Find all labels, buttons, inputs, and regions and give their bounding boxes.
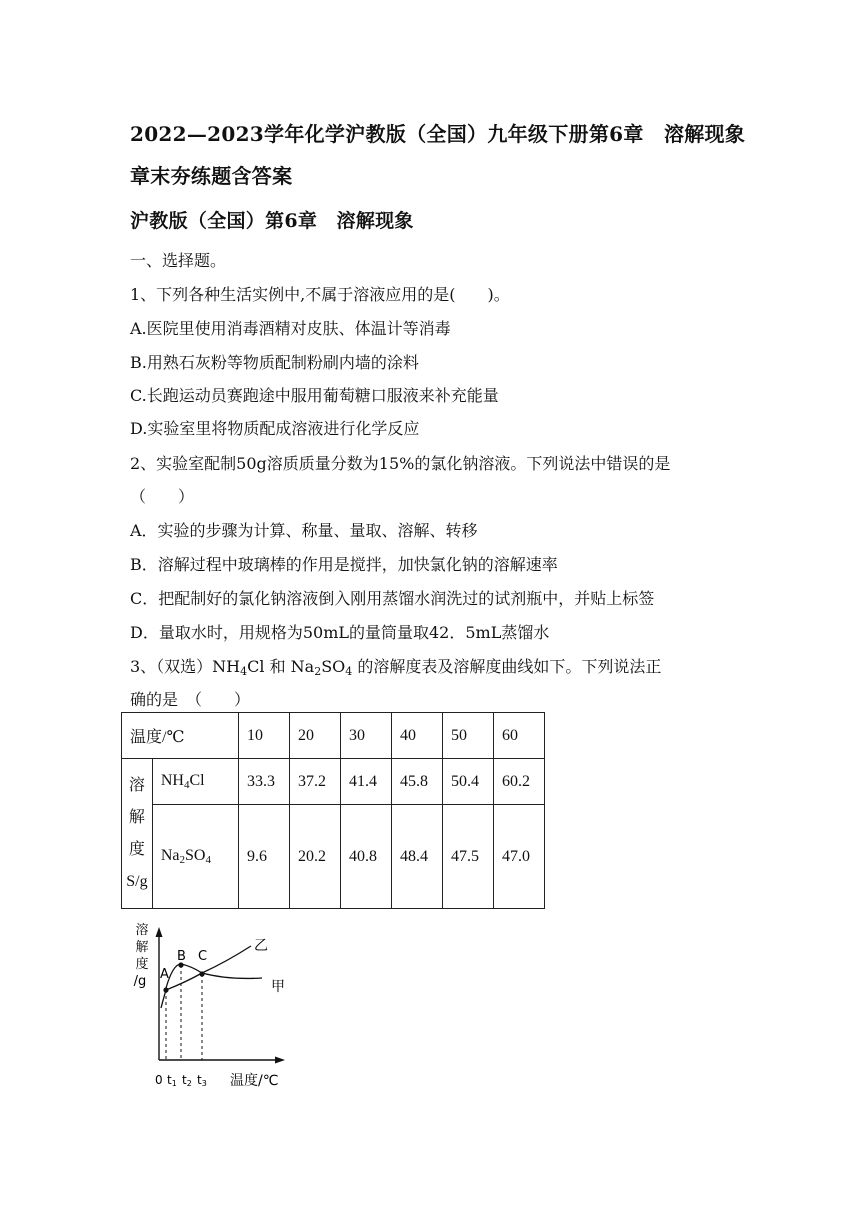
- q1-option-c: C.长跑运动员赛跑途中服用葡萄糖口服液来补充能量: [130, 386, 499, 405]
- part-heading: 一、选择题。: [130, 251, 227, 270]
- curve-jia-label: 甲: [271, 979, 285, 995]
- q2-stem: 2、实验室配制50g溶质质量分数为15%的氯化钠溶液。下列说法中错误的是: [130, 454, 671, 473]
- q1-option-b: B.用熟石灰粉等物质配制粉刷内墙的涂料: [130, 353, 419, 372]
- q1-stem: 1、下列各种生活实例中,不属于溶液应用的是( )。: [130, 285, 510, 304]
- nh4cl-value: 50.4: [443, 759, 494, 805]
- q2-option-a: A．实验的步骤为计算、称量、量取、溶解、转移: [130, 521, 478, 540]
- temp-cell: 60: [494, 713, 545, 759]
- temp-cell: 20: [290, 713, 341, 759]
- na2so4-value: 20.2: [290, 805, 341, 909]
- na2so4-value: 48.4: [392, 805, 443, 909]
- temp-cell: 50: [443, 713, 494, 759]
- point-a-label: A: [160, 967, 169, 982]
- na2so4-value: 47.0: [494, 805, 545, 909]
- q2-stem-continued: （ ）: [130, 487, 195, 506]
- nh4cl-value: 45.8: [392, 759, 443, 805]
- y-axis-label-char: 度: [135, 957, 149, 972]
- nh4cl-value: 60.2: [494, 759, 545, 805]
- temp-cell: 30: [341, 713, 392, 759]
- y-axis-label-char: /g: [133, 974, 147, 989]
- q1-option-a: A.医院里使用消毒酒精对皮肤、体温计等消毒: [130, 319, 451, 338]
- document-title-line1: 2022—2023学年化学沪教版（全国）九年级下册第6章 溶解现象: [130, 122, 746, 146]
- nh4cl-value: 37.2: [290, 759, 341, 805]
- table-header-row: [122, 713, 545, 759]
- point-c-marker: [199, 971, 204, 976]
- na2so4-value: 47.5: [443, 805, 494, 909]
- tick-t1: t1: [167, 1073, 177, 1088]
- y-axis-label-char: 解: [135, 940, 149, 955]
- q1-option-d: D.实验室里将物质配成溶液进行化学反应: [130, 419, 420, 438]
- na2so4-label: $Na_2SO_4$: [152, 805, 238, 909]
- na2so4-value: 40.8: [341, 805, 392, 909]
- q2-option-b: B．溶解过程中玻璃棒的作用是搅拌，加快氯化钠的溶解速率: [130, 555, 558, 574]
- document-title-line2: 章末夯练题含答案: [130, 164, 293, 188]
- q2-option-d: D．量取水时，用规格为50mL的量筒量取42．5mL蒸馏水: [130, 623, 550, 642]
- point-b-label: B: [177, 949, 186, 964]
- table-row-nh4cl: [122, 759, 545, 805]
- solubility-row-label: 溶 解 度 S/g: [122, 759, 153, 909]
- solubility-curve-figure: [128, 918, 300, 1094]
- q3-stem-continued: 确的是 （ ）: [130, 690, 251, 709]
- tick-t3: t3: [197, 1073, 207, 1088]
- temp-cell: 10: [239, 713, 290, 759]
- temp-cell: 40: [392, 713, 443, 759]
- origin-label: 0: [155, 1073, 163, 1087]
- nh4cl-label: $NH_4Cl$: [152, 759, 238, 805]
- q3-stem: 3、（双选）$NH_4Cl$ 和 $Na_2SO_4$ 的溶解度表及溶解度曲线如下。下列说法正: [130, 657, 662, 678]
- table-row-na2so4: [122, 805, 545, 909]
- solubility-table: [121, 712, 545, 909]
- curve-yi-label: 乙: [254, 938, 268, 954]
- x-axis-label: 温度/℃: [230, 1073, 279, 1089]
- tick-t2: t2: [182, 1073, 192, 1088]
- point-a-marker: [163, 987, 168, 992]
- q2-option-c: C．把配制好的氯化钠溶液倒入刚用蒸馏水润洗过的试剂瓶中，并贴上标签: [130, 589, 655, 608]
- y-axis-arrow-icon: [156, 927, 163, 937]
- point-c-label: C: [198, 949, 208, 964]
- x-axis-arrow-icon: [275, 1057, 285, 1064]
- na2so4-value: 9.6: [239, 805, 290, 909]
- nh4cl-value: 41.4: [341, 759, 392, 805]
- temperature-header: 温度/℃: [122, 713, 239, 759]
- nh4cl-value: 33.3: [239, 759, 290, 805]
- y-axis-label-char: 溶: [135, 923, 149, 938]
- section-title: 沪教版（全国）第6章 溶解现象: [130, 210, 414, 232]
